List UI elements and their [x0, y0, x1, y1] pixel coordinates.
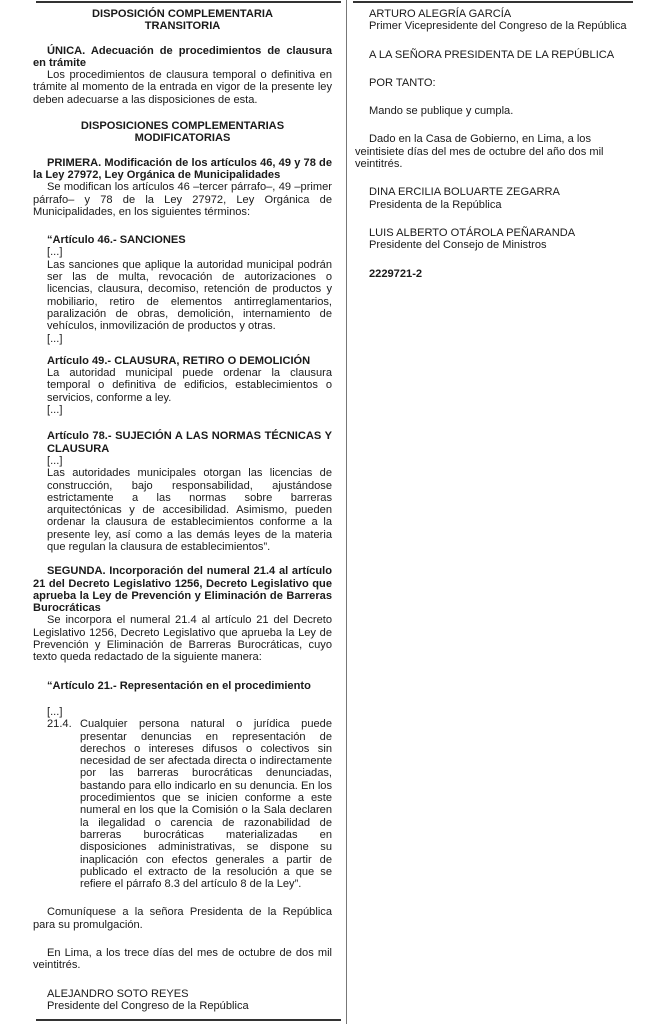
- section-title: DISPOSICIÓN COMPLEMENTARIA: [92, 8, 273, 20]
- section-title: MODIFICATORIAS: [134, 132, 231, 145]
- left-column: [33, 8, 332, 1012]
- signatory-name: LUIS ALBERTO OTÁROLA PEÑARANDA: [369, 226, 576, 239]
- numeral-label: 21.4.: [47, 718, 72, 731]
- por-tanto: POR TANTO:: [369, 76, 436, 89]
- article-78-heading: Artículo 78.- SUJECIÓN A LAS NORMAS TÉCNICAS Y CLAUSURA: [47, 430, 332, 455]
- unica-text: Los procedimientos de clausura temporal o definitiva en trámite al momento de la entrada en vigor de la presente ley deben adecuarse a las disposiciones de esta.: [33, 69, 332, 106]
- top-rule-left: [36, 1, 341, 3]
- unica-heading: ÚNICA. Adecuación de procedimientos de clausura en trámite: [33, 44, 332, 69]
- bottom-rule-left: [36, 1019, 341, 1021]
- primera-text: Se modifican los artículos 46 –tercer párrafo–, 49 –primer párrafo– y 78 de la Ley 27972, Ley Orgánica de Municipalidades, en los siguientes términos:: [33, 181, 332, 218]
- dado-text: Dado en la Casa de Gobierno, en Lima, a los veintisiete días del mes de octubre del año dos mil veintitrés.: [355, 133, 604, 171]
- article-49-text: La autoridad municipal puede ordenar la clausura temporal o definitiva de edificios, establecimientos o servicios, conforme a ley.: [47, 367, 332, 404]
- section-title: DISPOSICIONES COMPLEMENTARIAS: [80, 120, 285, 133]
- mando-text: Mando se publique y cumpla.: [369, 105, 514, 118]
- numeral-21-4: [47, 718, 332, 890]
- ellipsis: [...]: [47, 332, 63, 345]
- article-49-heading: Artículo 49.- CLAUSURA, RETIRO O DEMOLICIÓN: [47, 354, 311, 367]
- top-rule-right: [353, 1, 633, 3]
- signatory-title: Presidente del Consejo de Ministros: [369, 239, 547, 252]
- signatory-title: Presidenta de la República: [369, 198, 502, 211]
- signatory-name: DINA ERCILIA BOLUARTE ZEGARRA: [369, 186, 560, 199]
- signatory-name: ALEJANDRO SOTO REYES: [47, 987, 189, 1000]
- signatory-title: Primer Vicepresidente del Congreso de la República: [369, 20, 627, 33]
- ellipsis: [...]: [47, 454, 63, 467]
- primera-heading: PRIMERA. Modificación de los artículos 46, 49 y 78 de la Ley 27972, Ley Orgánica de Municipalidades: [33, 156, 332, 181]
- ellipsis: [...]: [47, 705, 63, 718]
- column-divider: [346, 0, 347, 1024]
- signatory-name: ARTURO ALEGRÍA GARCÍA: [369, 8, 512, 20]
- right-column: [355, 8, 631, 280]
- ellipsis: [...]: [47, 404, 63, 417]
- section-title: TRANSITORIA: [144, 20, 221, 33]
- ellipsis: [...]: [47, 246, 63, 259]
- segunda-text: Se incorpora el numeral 21.4 al artículo 21 del Decreto Legislativo 1256, Decreto Legislativo que aprueba la Ley de Prevención y Eliminación de Barreras Burocráticas, cuyo texto queda redactado de la siguiente manera:: [33, 614, 332, 664]
- comuniquese-text: Comuníquese a la señora Presidenta de la República para su promulgación.: [33, 906, 332, 931]
- article-46-text: Las sanciones que aplique la autoridad municipal podrán ser las de multa, revocación de autorizaciones o licencias, clausura, decomiso, retención de productos y mobiliario, retiro de elementos antirreglamentarios, paralización de obras, demolición, internamiento de vehículos, inmovilización de productos y otras.: [47, 258, 332, 333]
- numeral-text: Cualquier persona natural o jurídica puede presentar denuncias en representación de derechos o intereses difusos o colectivos sin necesidad de ser afectada directa o indirectamente por las barreras burocráticas denunciadas, bastando para ello indicarlo en su denuncia. En los procedimientos que se inicien conforme a este numeral en los que la Comisión o la Sala declaren la ilegalidad o carencia de razonabilidad de barreras burocráticas materializadas en disposiciones administrativas, se dispone su inaplicación con efectos generales a partir de publicado el extracto de la resolución a que se refiere el párrafo 8.3 del artículo 8 de la Ley”.: [80, 718, 332, 891]
- publication-code: 2229721-2: [369, 267, 423, 280]
- article-46-heading: “Artículo 46.- SANCIONES: [47, 234, 186, 247]
- signatory-title: Presidente del Congreso de la República: [47, 999, 249, 1012]
- addressee: A LA SEÑORA PRESIDENTA DE LA REPÚBLICA: [369, 48, 615, 61]
- segunda-heading: SEGUNDA. Incorporación del numeral 21.4 al artículo 21 del Decreto Legislativo 1256, Decreto Legislativo que aprueba la Ley de Prevención y Eliminación de Barreras Burocráticas: [33, 565, 332, 615]
- article-78-text: Las autoridades municipales otorgan las licencias de construcción, bajo responsabilidad, ajustándose estrictamente a las normas sobre barreras arquitectónicas y de accesibilidad. Asimismo, pueden ordenar la clausura de establecimientos conforme a la presente ley, así como a las demás leyes de la materia que regulan la clausura de establecimientos”.: [47, 467, 332, 553]
- en-lima-text: En Lima, a los trece días del mes de octubre de dos mil veintitrés.: [33, 947, 332, 972]
- article-21-heading: “Artículo 21.- Representación en el procedimiento: [47, 679, 311, 692]
